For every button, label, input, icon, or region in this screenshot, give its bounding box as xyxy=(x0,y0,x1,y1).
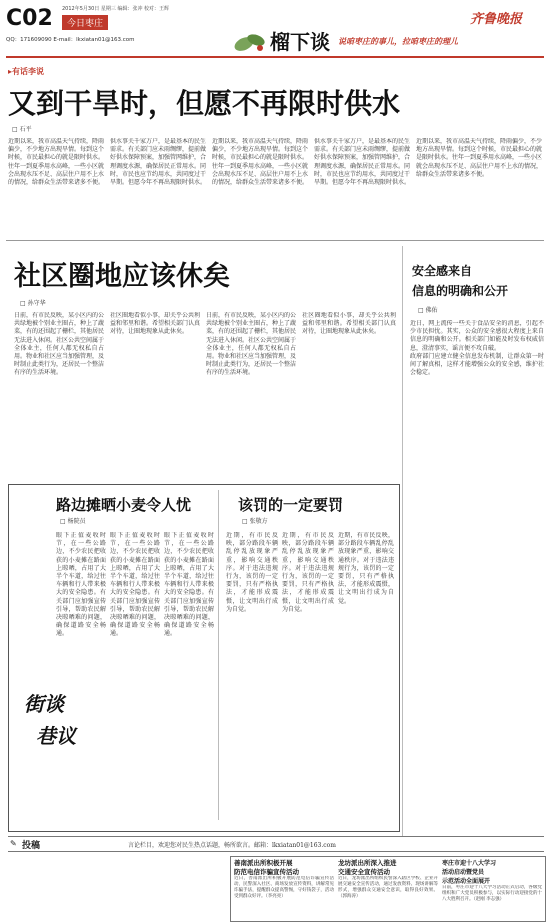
column-logo xyxy=(14,688,102,768)
bottom-article-1-headline-1: 善南派出所积极开展 xyxy=(234,859,293,867)
wheat-author: □ 杨院员 xyxy=(60,518,86,525)
column-banner-icon xyxy=(230,28,270,54)
author-icon: □ xyxy=(418,307,424,314)
column-logo-line2: 巷议 xyxy=(36,724,76,748)
column-divider xyxy=(402,246,403,836)
box-divider xyxy=(218,490,219,820)
bottom-article-2-body: 近日，龙坊派出所组织民警深入辖区学校、企业开展交通安全宣传活动，通过发放资料、现场讲解等形式，增强群众交通安全意识，取得良好效果。（郭海涛） xyxy=(338,876,438,899)
submission-label: 投稿 xyxy=(22,841,41,851)
praise-body-col-2: 近期，有市民反映，部分路段车辆乱停乱放现象严重，影响交通秩序。对于违法违规行为，该罚的一定要罚，只有严格执法，才能形成震慑，让文明出行成为自觉。 xyxy=(282,532,334,613)
lead-body-col-5: 近期以来，我市高温天气持续，降雨偏少，不少地方出现旱情。每到这个时候，市民最担心的就是限时供水。往年一到夏季用水高峰，一些小区就会出现水压不足、高层住户用不上水的情况，给群众生活带来诸多不便。 xyxy=(416,138,542,178)
community-body-col-3: 日前，有市民反映，某小区内的公共绿地被个别业主圈占，种上了蔬菜，有的还围起了栅栏，其他居民无法进入休闲。社区公共空间属于全体业主，任何人都无权私自占用。物业和社区应当加强管理，及时制止此类行为，还居民一个整洁有序的生活环境。 xyxy=(206,312,296,377)
safety-author: □ 佛佑 xyxy=(418,307,438,314)
bottom-article-1-body: 近日，善南派出所积极开展防范电信诈骗宣传活动，民警深入社区、商场发放宣传资料，讲解常见诈骗手法，提醒群众提高警惕，守好钱袋子，活动受到群众好评。（李亮亮） xyxy=(234,876,334,899)
praise-author: □ 张敬方 xyxy=(242,518,268,525)
section-label: 今日枣庄 xyxy=(62,15,108,30)
community-body-col-4: 社区圈地看似小事，却关乎公共利益和邻里和谐。希望相关部门认真对待，让圈地现象从此休矣。 xyxy=(302,312,396,336)
wheat-body-col-3: 眼下正值麦收时节，在一些公路边，不少农民把收获的小麦摊在路面上晾晒，占用了大半个车道，给过往车辆和行人带来极大的安全隐患。有关部门应加强宣传引导，帮助农民解决晾晒难的问题，确保道路安全畅通。 xyxy=(164,532,214,638)
bottom-article-3-headline-2: 活动启动暨党员 xyxy=(442,869,485,876)
bottom-article-2 xyxy=(338,858,438,918)
bottom-article-2-headline-1: 龙坊派出所深入推进 xyxy=(338,859,397,867)
bottom-article-2-headline-2: 交通安全宣传活动 xyxy=(338,868,390,876)
bottom-article-3-headline-3: 示范活动全面展开 xyxy=(442,878,491,885)
praise-body-col-1: 近期，有市民反映，部分路段车辆乱停乱放现象严重，影响交通秩序。对于违法违规行为，该罚的一定要罚，只有严格执法，才能形成震慑，让文明出行成为自觉。 xyxy=(226,532,278,613)
bottom-article-1 xyxy=(234,858,334,918)
headline-marker-icon: ▸ xyxy=(8,67,13,76)
safety-headline-line1: 安全感来自 xyxy=(412,264,473,278)
wheat-body-col-2: 眼下正值麦收时节，在一些公路边，不少农民把收获的小麦摊在路面上晾晒，占用了大半个车道，给过往车辆和行人带来极大的安全隐患。有关部门应加强宣传引导，帮助农民解决晾晒难的问题，确保道路安全畅通。 xyxy=(110,532,160,638)
praise-body-col-3: 近期，有市民反映，部分路段车辆乱停乱放现象严重，影响交通秩序。对于违法违规行为，该罚的一定要罚，只有严格执法，才能形成震慑，让文明出行成为自觉。 xyxy=(338,532,394,605)
bottom-article-1-headline-2: 防范电信诈骗宣传活动 xyxy=(234,868,299,876)
contact-line: QQ：171609090 E-mail：lkxiatan01@163.com xyxy=(6,37,135,43)
author-icon: □ xyxy=(242,518,248,525)
slogan: 说咱枣庄的事儿，拉咱枣庄的理儿 xyxy=(338,36,458,46)
lead-author: □ 石平 xyxy=(12,126,32,133)
newspaper-name: 齐鲁晚报 xyxy=(470,12,523,27)
divider-1 xyxy=(6,240,544,241)
lead-body-col-4: 供水事关千家万户，是最基本的民生需求。有关部门应未雨绸缪，提前做好供水保障预案，加强管网维护，合理调度水源，确保居民正常用水。同时，市民也应节约用水，共同度过干旱期。但愿今年不再出现限时供水。 xyxy=(314,138,410,187)
community-author: □ 孙守华 xyxy=(20,300,46,307)
lead-body-col-3: 近期以来，我市高温天气持续，降雨偏少，不少地方出现旱情。每到这个时候，市民最担心的就是限时供水。往年一到夏季用水高峰，一些小区就会出现水压不足、高层住户用不上水的情况，给群众生活带来诸多不便。 xyxy=(212,138,308,187)
lead-kicker: ▸有话李说 xyxy=(8,67,45,76)
lead-headline: 又到干旱时，但愿不再限时供水 xyxy=(8,87,401,120)
safety-body: 近日，网上流传一些关于食品安全的消息，引起不少市民担忧。其实，公众的安全感很大程度上来自信息的明确和公开。相关部门如能及时发布权威信息，澄清事实，谣言便不攻自破。 政府部门应建立健全信息发布机制，让群众第一时间了解真相，这样才能增强公众的安全感，维护社会稳定。 xyxy=(410,320,544,377)
bottom-article-3-headline-1: 枣庄市迎十八大学习 xyxy=(442,860,497,867)
author-icon: □ xyxy=(60,518,66,525)
submission-text: 言论栏目，欢迎您对民生热点话题，畅所欲言。邮箱：lkxiatan01@163.com xyxy=(128,842,336,849)
lead-body-col-1: 近期以来，我市高温天气持续，降雨偏少，不少地方出现旱情。每到这个时候，市民最担心的就是限时供水。往年一到夏季用水高峰，一些小区就会出现水压不足、高层住户用不上水的情况，给群众生活带来诸多不便。 xyxy=(8,138,104,187)
date-line: 2012年5月30日 星期三 编辑：张冲 校对：王辉 xyxy=(62,6,170,12)
submission-bar xyxy=(8,836,544,852)
wheat-headline: 路边摊晒小麦令人忧 xyxy=(56,496,192,514)
column-logo-line1: 街谈 xyxy=(24,692,64,716)
community-headline: 社区圈地应该休矣 xyxy=(14,261,230,292)
community-body-col-2: 社区圈地看似小事，却关乎公共利益和邻里和谐。希望相关部门认真对待，让圈地现象从此休矣。 xyxy=(110,312,200,336)
submission-pen-icon: ✎ xyxy=(10,839,17,848)
wheat-body-col-1: 眼下正值麦收时节，在一些公路边，不少农民把收获的小麦摊在路面上晾晒，占用了大半个车道，给过往车辆和行人带来极大的安全隐患。有关部门应加强宣传引导，帮助农民解决晾晒难的问题，确保道路安全畅通。 xyxy=(56,532,106,638)
author-icon: □ xyxy=(20,300,26,307)
author-icon: □ xyxy=(12,126,18,133)
bottom-article-3-body: 日前，枣庄市迎十八大学习活动正式启动，各级党组织和广大党员积极参与，以实际行动迎接党的十八大胜利召开。（赵刚 李志强） xyxy=(442,885,542,902)
praise-headline: 该罚的一定要罚 xyxy=(238,496,344,514)
column-name: 榴下谈 xyxy=(270,30,330,54)
masthead-rule xyxy=(6,56,544,58)
masthead xyxy=(0,0,550,56)
lead-body-col-2: 供水事关千家万户，是最基本的民生需求。有关部门应未雨绸缪，提前做好供水保障预案，加强管网维护，合理调度水源，确保居民正常用水。同时，市民也应节约用水，共同度过干旱期。但愿今年不再出现限时供水。 xyxy=(110,138,206,187)
page-code: C02 xyxy=(6,6,53,31)
community-body-col-1: 日前，有市民反映，某小区内的公共绿地被个别业主圈占，种上了蔬菜，有的还围起了栅栏，其他居民无法进入休闲。社区公共空间属于全体业主，任何人都无权私自占用。物业和社区应当加强管理，及时制止此类行为，还居民一个整洁有序的生活环境。 xyxy=(14,312,104,377)
safety-headline-line2: 信息的明确和公开 xyxy=(412,284,509,298)
bottom-article-3 xyxy=(442,858,542,918)
